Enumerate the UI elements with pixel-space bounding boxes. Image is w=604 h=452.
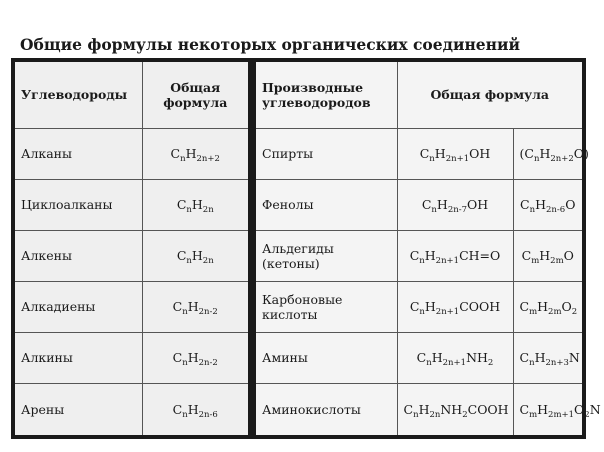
formula-subscript: n xyxy=(180,154,186,164)
formula-symbol: H xyxy=(539,248,551,263)
hydrocarbons-table xyxy=(15,62,248,435)
formula-subscript: 2 xyxy=(487,358,494,368)
formula-subscript: n xyxy=(182,307,188,317)
general-formula xyxy=(142,281,248,332)
formula-symbol: H xyxy=(418,401,430,417)
formula-subscript: 2m+1 xyxy=(548,409,575,420)
formula-symbol: NH xyxy=(440,401,463,417)
table-row xyxy=(15,383,248,435)
derivative-name: Спирты xyxy=(256,128,397,179)
formula-subscript: n xyxy=(419,256,425,266)
formula-subscript: 2 xyxy=(571,307,578,317)
formula-subscript: n xyxy=(182,358,188,368)
formula-subscript: 2 xyxy=(462,409,468,420)
hydrocarbon-name: Алканы xyxy=(15,128,142,179)
formula-symbol: H xyxy=(436,197,448,212)
general-formula xyxy=(397,332,513,383)
general-formula xyxy=(142,383,248,435)
formula-symbol: C xyxy=(409,248,420,263)
formula-subscript: n xyxy=(431,205,437,215)
derivative-name: Амины xyxy=(256,332,397,383)
formula-symbol: H xyxy=(535,197,547,212)
formula-symbol: H xyxy=(187,299,199,314)
table-row xyxy=(256,179,582,230)
formula-symbol: H xyxy=(534,350,546,365)
table-row xyxy=(15,332,248,383)
general-formula xyxy=(397,128,513,179)
formula-symbol: O) xyxy=(573,146,589,161)
formula-symbol: (C xyxy=(519,146,534,161)
table-row xyxy=(256,128,582,179)
formula-subscript: n xyxy=(426,358,432,368)
header-general-formula: Общая формула xyxy=(397,62,582,128)
formula-symbol: C xyxy=(172,401,183,417)
formula-symbol: H xyxy=(191,248,203,263)
table-row xyxy=(15,230,248,281)
general-formula-alt xyxy=(513,383,601,435)
table-row xyxy=(256,281,582,332)
header-hydrocarbons: Углеводороды xyxy=(15,62,142,128)
derivatives-table xyxy=(256,62,601,435)
hydrocarbon-name: Циклоалканы xyxy=(15,179,142,230)
formula-symbol: C xyxy=(403,401,414,417)
formula-symbol: H xyxy=(537,401,549,417)
formula-subscript: 2n xyxy=(202,256,214,266)
formula-subscript: n xyxy=(419,307,425,317)
formula-symbol: H xyxy=(537,299,549,314)
hydrocarbon-name: Алкины xyxy=(15,332,142,383)
table-row xyxy=(256,332,582,383)
general-formula xyxy=(397,383,513,435)
table-divider xyxy=(248,62,256,435)
formula-subscript: 2n+2 xyxy=(550,154,574,164)
formula-symbol: C xyxy=(409,299,420,314)
formula-subscript: n xyxy=(413,409,419,420)
formula-subscript: n xyxy=(186,256,192,266)
formula-subscript: 2n xyxy=(429,409,441,420)
formula-symbol: C xyxy=(521,248,532,263)
hydrocarbon-name: Алкадиены xyxy=(15,281,142,332)
general-formula xyxy=(397,179,513,230)
formula-table-frame xyxy=(11,58,601,439)
header-general-formula: Общая формула xyxy=(142,62,248,128)
formula-symbol: OH xyxy=(466,197,489,212)
general-formula-alt xyxy=(513,332,582,383)
formula-symbol: H xyxy=(424,248,436,263)
formula-symbol: O xyxy=(561,299,572,314)
formula-symbol: C xyxy=(519,299,530,314)
formula-symbol: O xyxy=(574,401,585,417)
formula-subscript: m xyxy=(529,409,538,420)
formula-symbol: CH=O xyxy=(459,248,501,263)
general-formula xyxy=(142,179,248,230)
formula-symbol: C xyxy=(520,197,530,212)
page-title: Общие формулы некоторых органических соединений xyxy=(20,35,521,54)
general-formula xyxy=(142,230,248,281)
formula-symbol: C xyxy=(416,350,427,365)
hydrocarbon-name: Алкены xyxy=(15,230,142,281)
derivative-name: Альдегиды (кетоны) xyxy=(256,230,397,281)
formula-subscript: m xyxy=(531,256,540,266)
formula-subscript: 2n-6 xyxy=(546,205,566,215)
hydrocarbon-name: Арены xyxy=(15,383,142,435)
formula-symbol: C xyxy=(172,299,183,314)
table-row xyxy=(15,281,248,332)
table-row xyxy=(15,128,248,179)
formula-subscript: 2n-2 xyxy=(198,307,218,317)
formula-subscript: 2n+1 xyxy=(445,154,470,164)
derivative-name: Фенолы xyxy=(256,179,397,230)
formula-subscript: m xyxy=(529,307,538,317)
general-formula-alt xyxy=(513,179,582,230)
formula-symbol: O xyxy=(563,248,574,263)
formula-subscript: 2n+1 xyxy=(435,307,460,317)
general-formula-alt xyxy=(513,230,582,281)
formula-symbol: H xyxy=(434,146,446,161)
formula-symbol: C xyxy=(176,248,187,263)
formula-subscript: 2n+1 xyxy=(435,256,460,266)
formula-symbol: C xyxy=(421,197,432,212)
formula-symbol: COOH xyxy=(459,299,501,314)
formula-subscript: n xyxy=(533,154,540,164)
formula-symbol: H xyxy=(187,401,199,417)
formula-symbol: H xyxy=(185,146,197,161)
formula-symbol: N xyxy=(589,401,601,417)
formula-subscript: n xyxy=(529,358,535,368)
formula-symbol: C xyxy=(172,350,183,365)
derivative-name: Карбоновые кислоты xyxy=(256,281,397,332)
formula-subscript: 2n+3 xyxy=(545,358,569,368)
formula-symbol: COOH xyxy=(467,401,509,417)
formula-symbol: C xyxy=(170,146,181,161)
general-formula xyxy=(397,281,513,332)
formula-symbol: H xyxy=(191,197,203,212)
formula-subscript: 2n+2 xyxy=(196,154,220,164)
formula-symbol: C xyxy=(519,401,530,417)
formula-subscript: 2n-2 xyxy=(198,358,218,368)
formula-symbol: H xyxy=(539,146,551,161)
formula-subscript: n xyxy=(182,409,188,420)
formula-symbol: C xyxy=(419,146,430,161)
formula-subscript: n xyxy=(529,205,536,215)
formula-subscript: 2n xyxy=(202,205,214,215)
formula-symbol: H xyxy=(187,350,199,365)
formula-subscript: n xyxy=(429,154,435,164)
table-row xyxy=(256,383,582,435)
formula-symbol: H xyxy=(424,299,436,314)
general-formula xyxy=(397,230,513,281)
header-derivatives: Производные углеводородов xyxy=(256,62,397,128)
general-formula-alt xyxy=(513,128,589,179)
formula-symbol: N xyxy=(568,350,580,365)
formula-subscript: 2n-6 xyxy=(198,409,218,420)
table-row xyxy=(256,230,582,281)
formula-symbol: OH xyxy=(469,146,491,161)
formula-subscript: 2m xyxy=(548,307,562,317)
formula-symbol: O xyxy=(565,197,576,212)
formula-subscript: 2 xyxy=(584,409,590,420)
formula-symbol: C xyxy=(519,350,530,365)
general-formula xyxy=(142,128,248,179)
formula-subscript: n xyxy=(186,205,192,215)
general-formula-alt xyxy=(513,281,582,332)
formula-symbol: C xyxy=(176,197,187,212)
general-formula xyxy=(142,332,248,383)
formula-subscript: 2m xyxy=(550,256,564,266)
formula-symbol: NH xyxy=(466,350,488,365)
formula-subscript: 2n+1 xyxy=(442,358,467,368)
table-row xyxy=(15,179,248,230)
derivative-name: Аминокислоты xyxy=(256,383,397,435)
formula-subscript: 2n-7 xyxy=(447,205,467,215)
formula-symbol: H xyxy=(431,350,443,365)
